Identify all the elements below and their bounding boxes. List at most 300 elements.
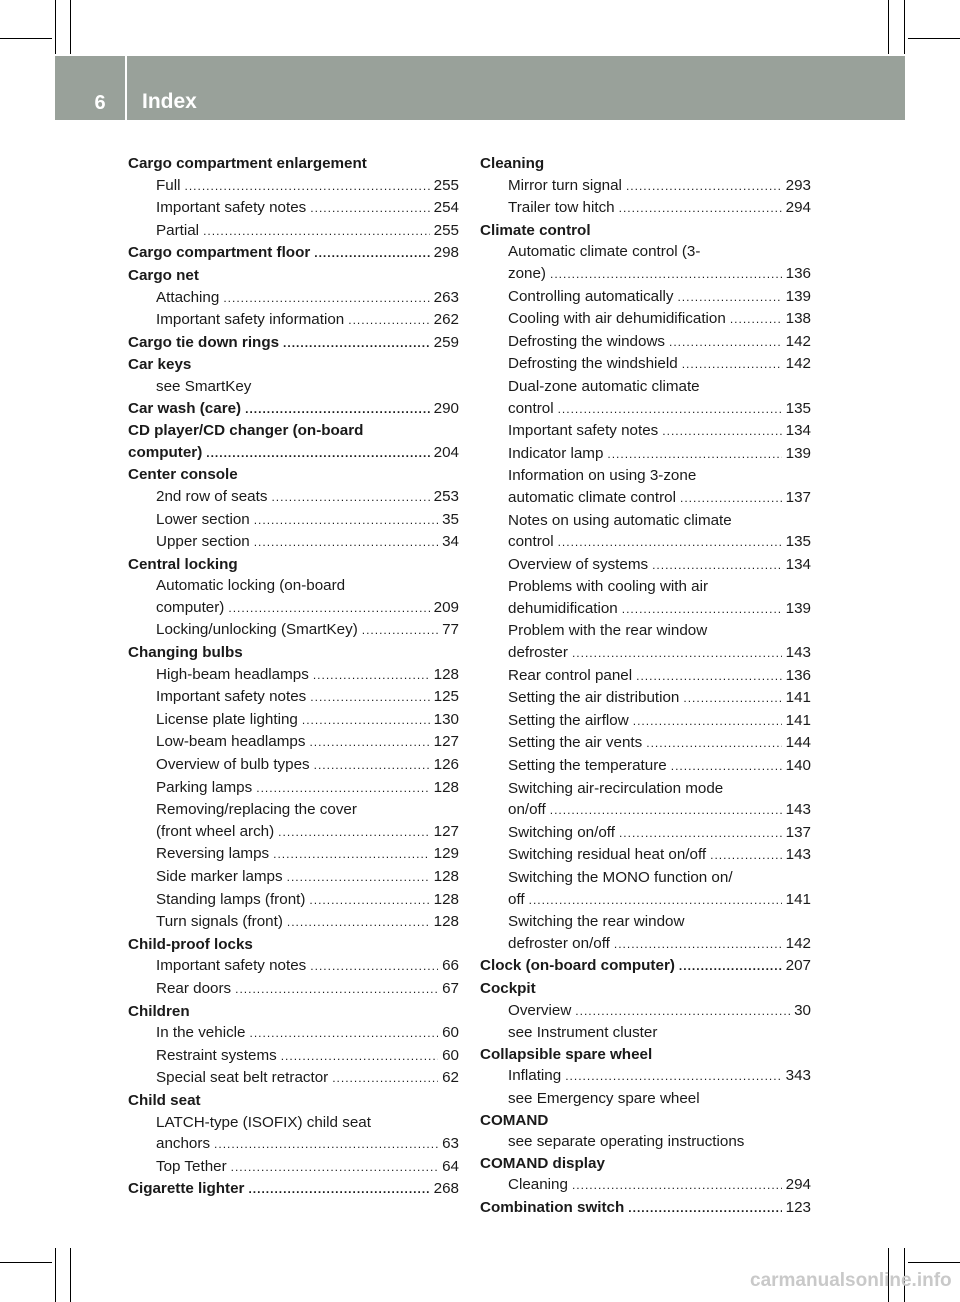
page-ref: 255 — [433, 221, 459, 239]
dot-leader — [231, 1157, 438, 1179]
page-ref: 135 — [785, 533, 811, 551]
index-heading — [128, 398, 459, 421]
page-ref: 125 — [433, 688, 459, 706]
dot-leader — [558, 399, 782, 421]
page-ref: 136 — [785, 264, 811, 282]
index-subentry: LATCH-type (ISOFIX) child seat — [156, 1113, 371, 1131]
page-ref: 67 — [442, 979, 459, 997]
index-heading-text: Clock (on-board computer) — [480, 957, 675, 975]
dot-leader — [283, 333, 430, 355]
index-subentry — [508, 554, 811, 577]
index-subentry-text: Switching residual heat on/off — [508, 846, 707, 864]
index-subentry — [508, 308, 811, 331]
index-subentry — [508, 710, 811, 733]
page-ref: 142 — [785, 355, 811, 373]
index-entry — [480, 1153, 811, 1197]
index-subentry-text: Trailer tow hitch — [508, 199, 615, 217]
index-subentry-text: Cleaning — [508, 1176, 568, 1194]
index-subentry-text: 2nd row of seats — [156, 487, 268, 505]
dot-leader — [248, 1179, 429, 1201]
index-subentry: Switching air-recirculation mode — [508, 779, 724, 797]
crop-mark — [70, 0, 71, 54]
page-ref: 141 — [785, 689, 811, 707]
index-heading: Child seat — [128, 1091, 201, 1109]
page-ref: 128 — [433, 868, 459, 885]
page-ref: 139 — [785, 444, 811, 462]
dot-leader — [348, 310, 429, 332]
page-ref: 263 — [433, 288, 459, 306]
page-ref: 139 — [785, 599, 811, 617]
index-subentry — [508, 443, 811, 466]
index-subentry-text: defroster on/off — [508, 934, 610, 952]
index-subentry — [156, 911, 459, 934]
index-subentry-text: Side marker lamps — [156, 868, 283, 885]
dot-leader — [682, 354, 782, 376]
index-subentry — [156, 220, 459, 243]
index-subentry — [156, 619, 459, 642]
index-subentry — [156, 664, 459, 687]
index-subentry — [156, 1067, 459, 1090]
dot-leader — [565, 1066, 781, 1088]
index-entry — [128, 1090, 459, 1178]
index-subentry — [156, 955, 459, 978]
page-ref: 143 — [785, 846, 811, 864]
index-subentry — [156, 486, 459, 509]
page-ref: 64 — [442, 1157, 459, 1175]
page-ref: 63 — [442, 1135, 459, 1153]
index-subentry-text: Setting the air vents — [508, 734, 643, 752]
index-subentry — [508, 755, 811, 778]
page-ref: 290 — [433, 399, 459, 417]
index-heading — [480, 955, 811, 978]
dot-leader — [669, 332, 782, 354]
index-subentry-text: off — [508, 890, 525, 908]
index-subentry-text: control — [508, 533, 554, 551]
index-entry — [480, 153, 811, 220]
index-subentry — [156, 754, 459, 777]
crop-mark — [0, 38, 52, 39]
index-subentry: Notes on using automatic climate — [508, 511, 732, 529]
index-subentry — [508, 642, 811, 665]
index-subentry — [508, 420, 811, 443]
index-entry — [480, 1044, 811, 1110]
index-subentry — [508, 398, 811, 421]
page-ref: 141 — [785, 890, 811, 908]
index-subentry: Switching the MONO function on/ — [508, 869, 733, 886]
index-subentry — [156, 731, 459, 754]
dot-leader — [332, 1068, 438, 1090]
index-entry — [128, 642, 459, 934]
page-ref: 128 — [433, 890, 459, 908]
dot-leader — [184, 176, 429, 198]
index-subentry-text: Switching on/off — [508, 823, 615, 841]
page-ref: 293 — [785, 176, 811, 194]
index-subentry — [156, 1156, 459, 1179]
dot-leader — [309, 732, 429, 754]
page-ref: 253 — [433, 487, 459, 505]
index-subentry-text: Overview of systems — [508, 555, 649, 573]
index-subentry: Problems with cooling with air — [508, 578, 709, 596]
index-subentry-text: Lower section — [156, 510, 250, 528]
index-subentry-text: Overview of bulb types — [156, 756, 310, 774]
index-subentry — [508, 175, 811, 198]
dot-leader — [619, 198, 782, 220]
index-subentry-text: Controlling automatically — [508, 287, 674, 305]
dot-leader — [550, 264, 782, 286]
index-subentry — [156, 686, 459, 709]
index-heading — [128, 1178, 459, 1201]
index-subentry — [508, 799, 811, 822]
dot-leader — [679, 956, 782, 978]
index-subentry-text: Cooling with air dehumidification — [508, 310, 726, 328]
dot-leader — [223, 288, 429, 310]
page-ref: 204 — [433, 443, 459, 461]
page-ref: 127 — [433, 733, 459, 751]
index-subentry-text: Setting the airflow — [508, 711, 629, 729]
index-subentry — [156, 709, 459, 732]
index-subentry — [156, 889, 459, 912]
index-entry — [480, 978, 811, 1044]
page-ref: 60 — [442, 1024, 459, 1042]
page-ref: 134 — [785, 422, 811, 440]
index-subentry: Problem with the rear window — [508, 622, 708, 640]
index-subentry — [156, 1045, 459, 1068]
crop-mark — [904, 0, 905, 54]
dot-leader — [710, 845, 782, 867]
watermark: carmanualsonline.info — [750, 1270, 952, 1291]
index-subentry-text: automatic climate control — [508, 488, 676, 506]
dot-leader — [680, 488, 782, 510]
dot-leader — [362, 620, 438, 642]
index-heading: Cleaning — [480, 155, 545, 172]
dot-leader — [278, 822, 429, 844]
index-heading: Collapsible spare wheel — [480, 1045, 653, 1063]
index-heading-text: Combination switch — [480, 1198, 625, 1216]
index-column-left — [128, 153, 459, 1201]
page-ref: 139 — [785, 287, 811, 305]
dot-leader — [254, 532, 438, 554]
dot-leader — [287, 867, 430, 889]
index-subentry — [508, 732, 811, 755]
page-ref: 30 — [794, 1001, 811, 1019]
index-heading: Center console — [128, 466, 238, 484]
index-subentry-text: High-beam headlamps — [156, 665, 309, 683]
index-subentry — [156, 531, 459, 554]
page-ref: 127 — [433, 822, 459, 840]
page-ref: 268 — [433, 1180, 459, 1198]
dot-leader — [633, 711, 782, 733]
index-heading: Climate control — [480, 221, 591, 239]
index-subentry-text: Overview — [508, 1001, 572, 1019]
index-entry — [128, 242, 459, 265]
index-entry — [128, 1178, 459, 1201]
page-ref: 207 — [785, 957, 811, 975]
crop-mark — [0, 1262, 52, 1263]
dot-leader — [228, 598, 429, 620]
index-heading: Children — [128, 1002, 190, 1020]
index-heading — [128, 442, 459, 465]
index-subentry-text: Important safety notes — [508, 422, 659, 440]
dot-leader — [256, 778, 429, 800]
index-subentry — [156, 777, 459, 800]
index-subentry: Automatic climate control (3- — [508, 243, 701, 261]
index-entry — [128, 934, 459, 1001]
page-number: 6 — [94, 92, 106, 114]
index-subentry-text: Important safety notes — [156, 199, 307, 217]
index-subentry-text: Important safety information — [156, 311, 345, 329]
index-entry — [128, 554, 459, 642]
index-subentry-text: Defrosting the windshield — [508, 355, 678, 373]
index-heading: Cargo compartment enlargement — [128, 155, 367, 172]
dot-leader — [677, 287, 781, 309]
page-ref: 128 — [433, 778, 459, 796]
page-ref: 129 — [433, 845, 459, 863]
index-entry — [128, 398, 459, 421]
page-ref: 77 — [442, 621, 459, 639]
index-subentry — [508, 197, 811, 220]
index-entry — [128, 265, 459, 332]
page-ref: 254 — [433, 199, 459, 217]
index-heading: COMAND — [480, 1111, 549, 1129]
index-subentry-text: on/off — [508, 801, 546, 819]
page-ref: 128 — [433, 913, 459, 931]
dot-leader — [550, 800, 782, 822]
index-subentry-text: Inflating — [508, 1067, 562, 1085]
index-subentry-text: defroster — [508, 644, 568, 662]
index-subentry: see Instrument cluster — [508, 1024, 658, 1042]
page-ref: 136 — [785, 666, 811, 684]
index-subentry-text: Attaching — [156, 288, 220, 306]
page-ref: 343 — [785, 1067, 811, 1085]
page-ref: 262 — [433, 311, 459, 329]
dot-leader — [271, 487, 429, 509]
index-heading — [128, 332, 459, 355]
crop-mark — [908, 38, 960, 39]
index-subentry — [508, 665, 811, 688]
index-subentry-text: Setting the air distribution — [508, 689, 680, 707]
index-subentry-text: Defrosting the windows — [508, 332, 666, 350]
index-entry — [128, 332, 459, 355]
index-subentry — [508, 531, 811, 554]
index-heading — [128, 242, 459, 265]
index-subentry-text: Parking lamps — [156, 778, 253, 796]
page-ref: 294 — [785, 199, 811, 217]
crop-mark — [70, 1248, 71, 1302]
index-subentry — [156, 309, 459, 332]
index-subentry — [156, 597, 459, 620]
index-subentry: Dual-zone automatic climate — [508, 377, 700, 395]
index-subentry — [156, 978, 459, 1001]
index-subentry-text: In the vehicle — [156, 1024, 246, 1042]
dot-leader — [575, 1001, 790, 1023]
index-subentry — [508, 1174, 811, 1197]
dot-leader — [302, 710, 430, 732]
dot-leader — [235, 979, 438, 1001]
dot-leader — [314, 243, 429, 265]
index-subentry — [508, 353, 811, 376]
index-column-right — [480, 153, 811, 1220]
index-subentry-text: anchors — [156, 1135, 211, 1153]
dot-leader — [206, 443, 429, 465]
index-heading: Cargo net — [128, 266, 199, 284]
index-subentry: see SmartKey — [156, 377, 252, 395]
index-entry — [480, 1110, 811, 1153]
dot-leader — [626, 176, 782, 198]
index-heading-text: Car wash (care) — [128, 399, 242, 417]
index-heading-text: computer) — [128, 443, 203, 461]
dot-leader — [310, 687, 429, 709]
page-ref: 126 — [433, 756, 459, 774]
index-subentry — [508, 844, 811, 867]
dot-leader — [254, 510, 438, 532]
dot-leader — [314, 755, 430, 777]
index-entry — [128, 420, 459, 464]
index-subentry: see separate operating instructions — [508, 1133, 745, 1151]
index-entry — [480, 955, 811, 978]
dot-leader — [250, 1023, 439, 1045]
page-ref: 137 — [785, 488, 811, 506]
index-subentry-text: Upper section — [156, 533, 250, 551]
index-entry — [128, 464, 459, 553]
index-subentry: Removing/replacing the cover — [156, 801, 357, 819]
index-heading-text: Cargo compartment floor — [128, 244, 311, 262]
index-subentry: Automatic locking (on-board — [156, 577, 346, 595]
index-subentry-text: Full — [156, 176, 181, 194]
dot-leader — [646, 733, 781, 755]
dot-leader — [619, 823, 782, 845]
dot-leader — [203, 221, 430, 243]
index-subentry — [156, 843, 459, 866]
page-ref: 134 — [785, 555, 811, 573]
index-subentry-text: Rear control panel — [508, 666, 633, 684]
index-subentry — [508, 331, 811, 354]
index-subentry — [508, 263, 811, 286]
page-ref: 144 — [785, 734, 811, 752]
index-heading: CD player/CD changer (on-board — [128, 422, 364, 440]
index-subentry — [156, 287, 459, 310]
index-subentry-text: zone) — [508, 264, 546, 282]
index-subentry — [156, 197, 459, 220]
dot-leader — [628, 1198, 781, 1220]
index-subentry — [508, 687, 811, 710]
dot-leader — [730, 309, 782, 331]
dot-leader — [572, 643, 782, 665]
index-heading — [480, 1197, 811, 1220]
index-heading: COMAND display — [480, 1154, 605, 1172]
dot-leader — [309, 890, 429, 912]
dot-leader — [214, 1134, 438, 1156]
page-ref: 142 — [785, 332, 811, 350]
dot-leader — [662, 421, 781, 443]
index-subentry: see Emergency spare wheel — [508, 1089, 700, 1107]
dot-leader — [310, 198, 429, 220]
page-ref: 138 — [785, 310, 811, 328]
dot-leader — [636, 666, 782, 688]
index-entry — [128, 1001, 459, 1090]
page-ref: 130 — [433, 710, 459, 728]
page-ref: 209 — [433, 598, 459, 616]
index-subentry — [508, 1000, 811, 1023]
index-subentry-text: Indicator lamp — [508, 444, 604, 462]
index-subentry-text: Rear doors — [156, 979, 232, 997]
dot-leader — [273, 844, 430, 866]
index-heading: Central locking — [128, 555, 238, 573]
index-heading: Child-proof locks — [128, 935, 253, 953]
index-subentry — [156, 821, 459, 844]
index-subentry-text: Partial — [156, 221, 200, 239]
index-subentry-text: Restraint systems — [156, 1046, 277, 1064]
index-subentry-text: Standing lamps (front) — [156, 890, 306, 908]
page-ref: 60 — [442, 1046, 459, 1064]
index-subentry — [508, 933, 811, 956]
dot-leader — [671, 756, 782, 778]
dot-leader — [529, 890, 782, 912]
dot-leader — [614, 934, 782, 956]
dot-leader — [572, 1175, 782, 1197]
crop-mark — [55, 0, 56, 54]
index-heading: Cockpit — [480, 979, 536, 997]
index-subentry-text: (front wheel arch) — [156, 822, 275, 840]
crop-mark — [55, 1248, 56, 1302]
dot-leader — [622, 599, 782, 621]
index-subentry — [508, 822, 811, 845]
index-heading: Car keys — [128, 356, 192, 374]
dot-leader — [245, 399, 430, 421]
index-subentry-text: Mirror turn signal — [508, 176, 622, 194]
index-subentry — [508, 286, 811, 309]
dot-leader — [652, 555, 782, 577]
dot-leader — [683, 688, 781, 710]
page-ref: 294 — [785, 1176, 811, 1194]
index-entry — [480, 1197, 811, 1220]
dot-leader — [310, 956, 438, 978]
index-subentry-text: computer) — [156, 598, 225, 616]
index-entry — [480, 220, 811, 956]
page-ref: 123 — [785, 1198, 811, 1216]
crop-mark — [888, 0, 889, 54]
index-subentry-text: Reversing lamps — [156, 845, 270, 863]
index-heading: Changing bulbs — [128, 644, 243, 662]
index-subentry-text: Important safety notes — [156, 957, 307, 975]
index-entry — [128, 153, 459, 242]
index-subentry — [156, 1022, 459, 1045]
crop-mark — [908, 1262, 960, 1263]
index-subentry-text: Special seat belt retractor — [156, 1069, 329, 1087]
dot-leader — [281, 1046, 438, 1068]
page-title: Index — [142, 90, 197, 113]
index-subentry — [508, 598, 811, 621]
index-subentry-text: control — [508, 399, 554, 417]
page-ref: 255 — [433, 176, 459, 194]
page-ref: 140 — [785, 757, 811, 775]
page-ref: 62 — [442, 1069, 459, 1087]
index-subentry-text: Setting the temperature — [508, 757, 667, 775]
index-subentry — [156, 866, 459, 889]
index-heading-text: Cargo tie down rings — [128, 333, 280, 351]
page-ref: 141 — [785, 711, 811, 729]
index-subentry-text: Locking/unlocking (SmartKey) — [156, 621, 358, 639]
index-subentry — [156, 175, 459, 198]
index-subentry — [508, 487, 811, 510]
page-ref: 66 — [442, 957, 459, 975]
index-subentry-text: License plate lighting — [156, 710, 298, 728]
index-subentry-text: Important safety notes — [156, 688, 307, 706]
page-ref: 128 — [433, 665, 459, 683]
dot-leader — [558, 532, 782, 554]
page-ref: 298 — [433, 244, 459, 262]
index-subentry-text: dehumidification — [508, 599, 618, 617]
dot-leader — [287, 912, 430, 934]
